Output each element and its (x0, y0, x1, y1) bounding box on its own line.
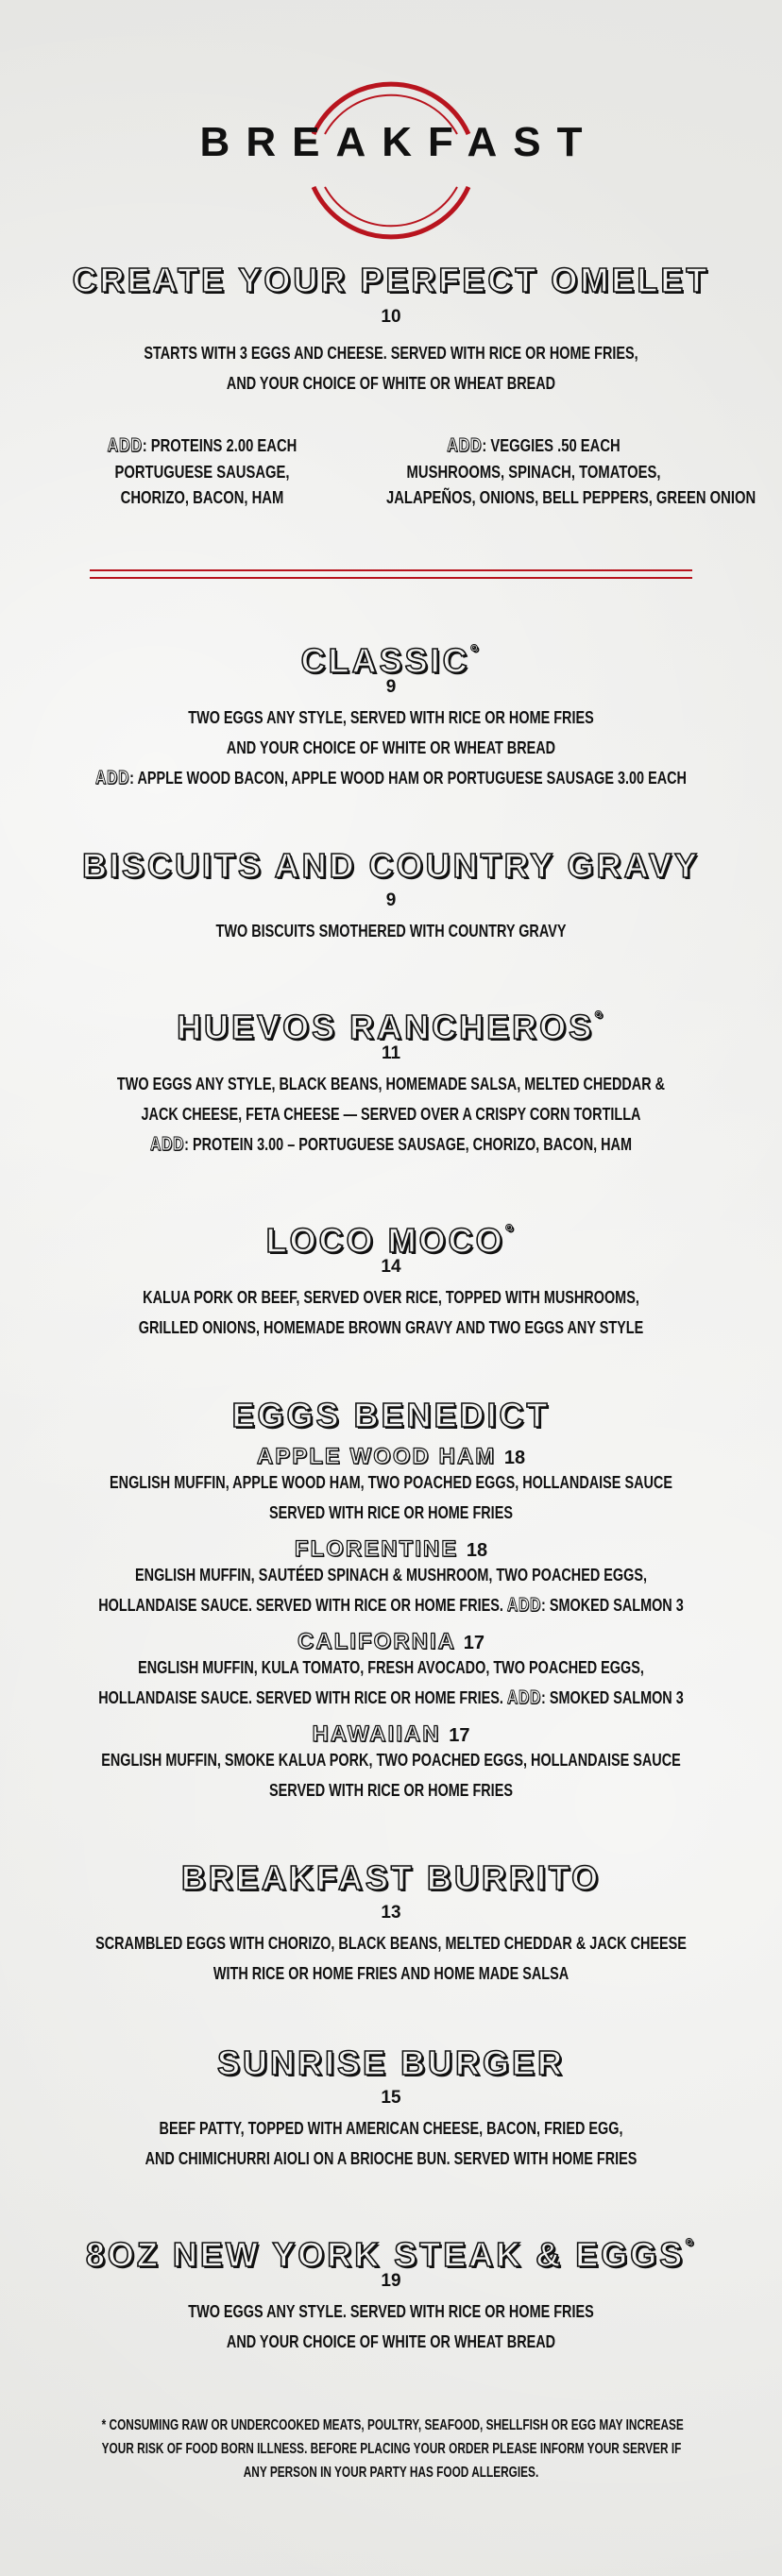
benedict-apple-wood-ham-description: ENGLISH MUFFIN, APPLE WOOD HAM, TWO POACHED EGGS, HOLLANDAISE SAUCE SERVED WITH RICE OR HOME FRIES (110, 1472, 672, 1522)
benedict-california-description: ENGLISH MUFFIN, KULA TOMATO, FRESH AVOCADO, TWO POACHED EGGS, HOLLANDAISE SAUCE. SERVED WITH RICE OR HOME FRIES. ADD: SMOKED SALMON 3 (98, 1657, 684, 1708)
add-label: ADD (150, 1134, 185, 1155)
benedict-apple-wood-ham-title: APPLE WOOD HAM 18 (256, 1444, 526, 1469)
add-label: ADD (447, 435, 483, 456)
classic-title: CLASSIC° (300, 640, 482, 680)
sunrise-burger-description: BEEF PATTY, TOPPED WITH AMERICAN CHEESE, BACON, FRIED EGG, AND CHIMICHURRI AIOLI ON A BRIOCHE BUN. SERVED WITH HOME FRIES (144, 2118, 638, 2168)
add-label: ADD (107, 435, 143, 456)
biscuits-price: 9 (385, 890, 397, 910)
steak-and-eggs-description: TWO EGGS ANY STYLE. SERVED WITH RICE OR HOME FRIES AND YOUR CHOICE OF WHITE OR WHEAT BREAD (188, 2301, 594, 2351)
biscuits-title: BISCUITS AND COUNTRY GRAVY (81, 846, 701, 885)
omelet-price: 10 (381, 307, 401, 327)
red-divider-top (90, 569, 692, 571)
benedict-hawaiian-description: ENGLISH MUFFIN, SMOKE KALUA PORK, TWO POACHED EGGS, HOLLANDAISE SAUCE SERVED WITH RICE OR HOME FRIES (101, 1750, 681, 1800)
huevos-description: TWO EGGS ANY STYLE, BLACK BEANS, HOMEMADE SALSA, MELTED CHEDDAR & JACK CHEESE, FETA CHEESE — SERVED OVER A CRISPY CORN TORTILLA ADD: PROTEIN 3.00 – PORTUGUESE SAUSAGE, CHORIZO, BACON, HAM (116, 1074, 666, 1155)
huevos-price: 11 (381, 1043, 401, 1063)
omelet-description: STARTS WITH 3 EGGS AND CHEESE. SERVED WITH RICE OR HOME FRIES, AND YOUR CHOICE OF WHITE OR WHEAT BREAD (144, 343, 638, 393)
benedict-california-title: CALIFORNIA 17 (297, 1629, 484, 1654)
loco-moco-description: KALUA PORK OR BEEF, SERVED OVER RICE, TOPPED WITH MUSHROOMS, GRILLED ONIONS, HOMEMADE BROWN GRAVY AND TWO EGGS ANY STYLE (138, 1287, 644, 1337)
burrito-price: 13 (381, 1903, 401, 1923)
burrito-title: BREAKFAST BURRITO (180, 1858, 602, 1897)
classic-description: TWO EGGS ANY STYLE, SERVED WITH RICE OR HOME FRIES AND YOUR CHOICE OF WHITE OR WHEAT BREAD ADD: APPLE WOOD BACON, APPLE WOOD HAM OR PORTUGUESE SAUSAGE 3.00 EACH (95, 707, 687, 788)
biscuits-description: TWO BISCUITS SMOTHERED WITH COUNTRY GRAVY (215, 921, 567, 941)
eggs-benedict-title: EGGS BENEDICT (231, 1396, 551, 1434)
add-label: ADD (506, 1687, 542, 1708)
steak-and-eggs-title: 8OZ NEW YORK STEAK & EGGS° (85, 2234, 697, 2274)
sunrise-burger-title: SUNRISE BURGER (216, 2043, 566, 2082)
omelet-veggies-addon: ADD: VEGGIES .50 EACH MUSHROOMS, SPINACH, TOMATOES, JALAPEÑOS, ONIONS, BELL PEPPERS, GREEN ONION (386, 435, 756, 507)
red-divider-bottom (90, 577, 692, 579)
benedict-florentine-description: ENGLISH MUFFIN, SAUTÉED SPINACH & MUSHROOM, TWO POACHED EGGS, HOLLANDAISE SAUCE. SERVED WITH RICE OR HOME FRIES. ADD: SMOKED SALMON 3 (98, 1565, 684, 1616)
add-label: ADD (95, 768, 130, 788)
burrito-description: SCRAMBLED EGGS WITH CHORIZO, BLACK BEANS, MELTED CHEDDAR & JACK CHEESE WITH RICE OR HOME FRIES AND HOME MADE SALSA (95, 1933, 687, 1983)
benedict-hawaiian-title: HAWAIIAN 17 (312, 1721, 470, 1747)
breakfast-logo-circle (287, 66, 495, 274)
huevos-title: HUEVOS RANCHEROS° (177, 1007, 605, 1046)
loco-moco-title: LOCO MOCO° (265, 1220, 517, 1260)
loco-moco-price: 14 (381, 1257, 401, 1277)
add-label: ADD (506, 1595, 542, 1616)
benedict-florentine-title: FLORENTINE 18 (294, 1536, 488, 1562)
steak-and-eggs-price: 19 (381, 2271, 401, 2291)
sunrise-burger-price: 15 (381, 2088, 401, 2108)
allergy-footnote: * CONSUMING RAW OR UNDERCOOKED MEATS, POULTRY, SEAFOOD, SHELLFISH OR EGG MAY INCREASE YOUR RISK OF FOOD BORN ILLNESS. BEFORE PLACING YOUR ORDER PLEASE INFORM YOUR SERVER IF ANY PERSON IN YOUR PARTY HAS FOOD ALLERGIES. (101, 2417, 684, 2481)
omelet-proteins-addon: ADD: PROTEINS 2.00 EACH PORTUGUESE SAUSAGE, CHORIZO, BACON, HAM (107, 435, 298, 507)
menu-title: BREAKFAST (199, 119, 599, 165)
classic-price: 9 (385, 677, 397, 697)
omelet-title: CREATE YOUR PERFECT OMELET (72, 261, 710, 299)
